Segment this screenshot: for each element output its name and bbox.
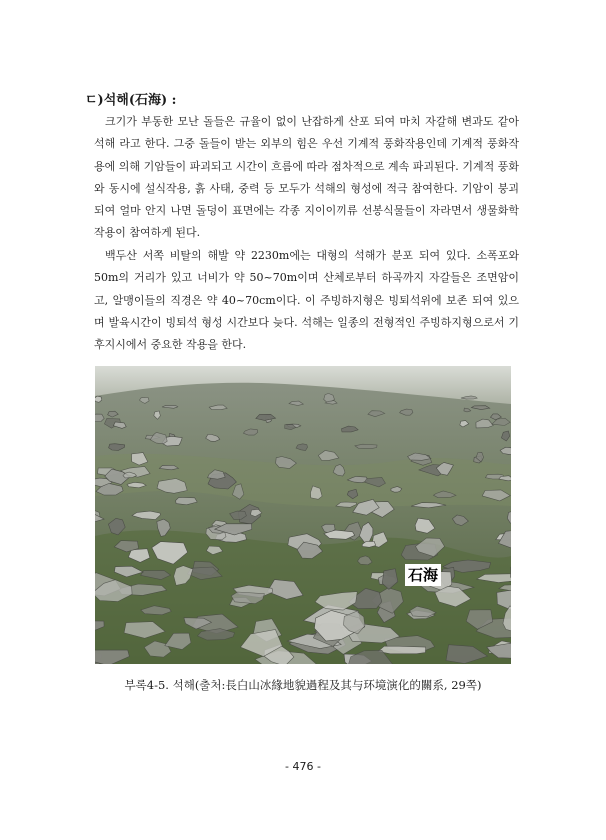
paragraph-1-text: 크기가 부동한 모난 돌들은 규율이 없이 난잡하게 산포 되여 마치 자갈해 변과도 같아 석해 라고 한다. 그중 돌들이 받는 외부의 힘은 우선 기계적 풍화작용인데 기계적 풍화작용에 의해 기암들이 파괴되고 시간이 흐름에 따라 점차적으로 계속 파괴된다. 기계적 풍화와 동시에 설식작용, 흙 사태, 중력 등 모두가 석해의 형성에 적극 참여한다. 기암이 붕괴 되여 얼마 안지 나면 돌덩이 표면에는 각종 지이이끼류 선봉식물들이 자라면서 생물화학작용이 참여하게 된다. bbox=[94, 115, 519, 240]
figure-label: 石海 bbox=[405, 564, 441, 586]
paragraph-2 bbox=[94, 245, 519, 356]
paragraph-2-text: 백두산 서쪽 비탈의 해발 약 2230m에는 대형의 석해가 분포 되여 있다. 소폭포와 50m의 거리가 있고 너비가 약 50~70m이며 산체로부터 하곡까지 자갈들은 조면암이고, 알맹이들의 직경은 약 40~70cm이다. 이 주빙하지형은 빙퇴석위에 보존 되여 있으며 발육시간이 빙퇴석 형성 시간보다 늦다. 석해는 일종의 전형적인 주빙하지형으로서 기후지시에서 중요한 작용을 한다. bbox=[94, 249, 519, 352]
figure-caption: 부록4-5. 석해(출처:長白山冰緣地貌過程及其与环境演化的關系, 29쪽) bbox=[124, 678, 482, 692]
stone-sea-photo bbox=[95, 366, 511, 664]
rock-texture bbox=[355, 444, 377, 449]
page-number: - 476 - bbox=[285, 760, 321, 773]
paragraph-1 bbox=[94, 111, 519, 245]
stone-sea-photo-image bbox=[95, 366, 511, 664]
rock-texture bbox=[378, 646, 426, 654]
section-heading: ㄷ)석해(石海) : bbox=[85, 93, 177, 108]
